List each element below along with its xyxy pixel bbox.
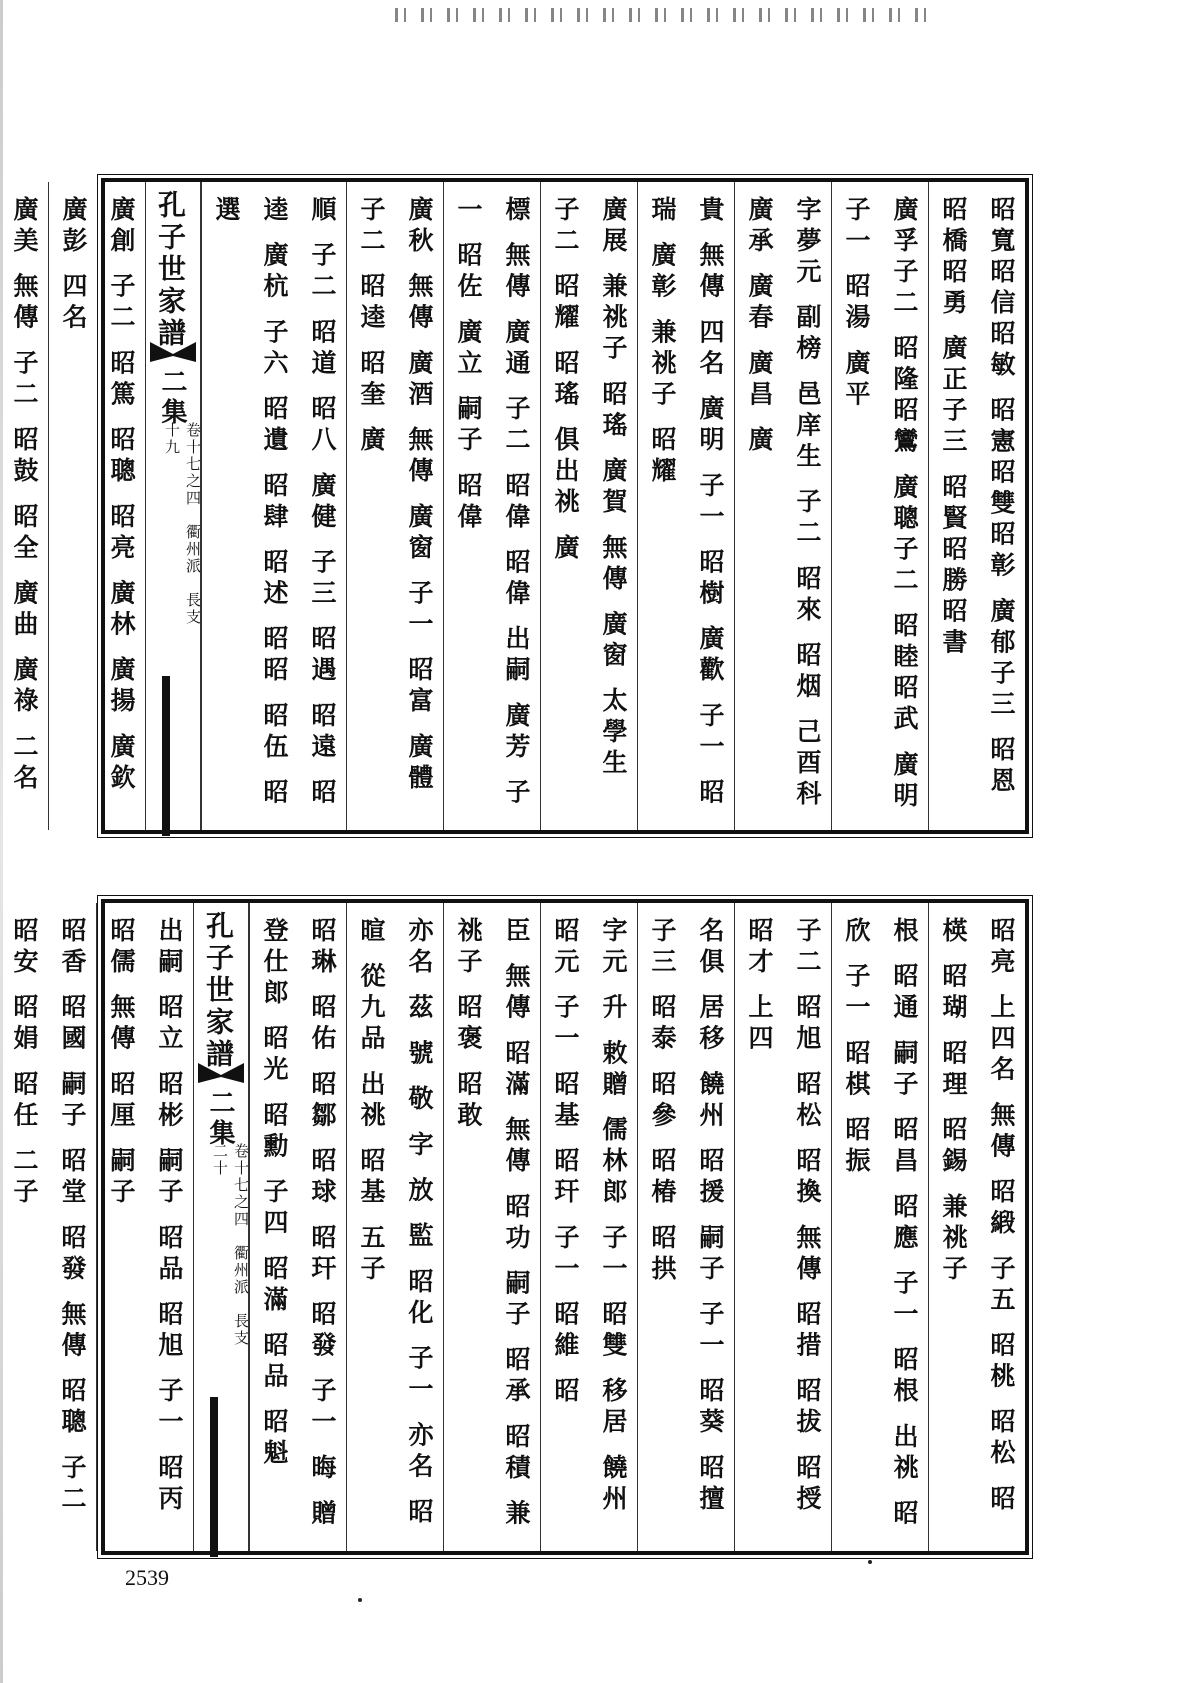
entry-column: 名俱 居移 饒州 昭援 嗣子 子一 昭葵 昭擅 子三 昭泰 昭參 昭椿 昭拱 <box>637 903 734 1551</box>
scan-artifact <box>395 8 935 22</box>
fish-tail-bar <box>210 1397 218 1557</box>
entry-column: 廣秋 無傳 廣酒 無傳 廣窗 子一 昭富 廣體 子二 昭逵 昭奎 廣 <box>346 182 443 830</box>
center-banner <box>193 903 249 1551</box>
entry-column: 子二 昭旭 昭松 昭換 無傳 昭措 昭拔 昭授 昭才 上四 <box>734 903 831 1551</box>
entry-column: 順 子二 昭道 昭八 廣健 子三 昭遇 昭遠 昭逵 廣杭 子六 昭遺 昭肆 昭述 昭昭 昭伍 昭選 <box>201 182 346 830</box>
entry-column: 標 無傳 廣通 子二 昭偉 昭偉 出嗣 廣芳 子一 昭佐 廣立 嗣子 昭偉 <box>443 182 540 830</box>
entry-column: 昭琳 昭佑 昭鄒 昭球 昭玕 昭發 子一 晦 贈 登仕郎 昭光 昭勳 子四 昭滿 昭品 昭魁 <box>249 903 346 1551</box>
entry-column: 廣創 子二 昭篤 昭聰 昭亮 廣林 廣揚 廣欽 廣彭 四名 <box>48 182 145 830</box>
entry-column: 字夢元 副榜 邑庠生 子二 昭來 昭烟 己酉科 廣承 廣春 廣昌 廣 <box>734 182 831 830</box>
banner-title: 孔子世家譜 <box>154 190 187 350</box>
volume-info: 卷十七之四 衢州派 長支 十九 <box>163 422 202 626</box>
fish-tail-bar <box>162 676 170 836</box>
entry-column: 昭香 昭國 嗣子 昭堂 昭發 無傳 昭聰 子二 昭安 昭娟 昭任 二子 <box>0 903 96 1551</box>
collection-label: 二集 <box>157 368 187 428</box>
entry-column: 亦名 茲 號 敬 字 放 監 昭化 子一 亦名 昭暄 從九品 出祧 昭基 五子 <box>346 903 443 1551</box>
entry-column: 昭寬昭信昭敏 昭憲昭雙昭彰 廣郁子三 昭恩昭橋昭勇 廣正子三 昭賢昭勝昭書 <box>928 182 1025 830</box>
entry-column: 昭亮 上四名 無傳 昭緞 子五 昭桃 昭松 昭楧 昭瑚 昭理 昭錫 兼祧子 <box>928 903 1025 1551</box>
collection-label: 二集 <box>205 1089 235 1149</box>
entry-column: 字元 升 敕贈 儒林郎 子一 昭雙 移居 饒州 昭元 子一 昭基 昭玕 子一 昭維 昭 <box>540 903 637 1551</box>
center-banner <box>145 182 201 830</box>
entry-column: 廣孚子二 昭隆昭鸞 廣聰子二 昭睦昭武 廣明子一 昭湯 廣平 <box>831 182 928 830</box>
banner-title: 孔子世家譜 <box>202 911 235 1071</box>
page-number: 2539 <box>125 1565 169 1590</box>
entry-column: 貴 無傳 四名 廣明 子一 昭樹 廣歡 子一 昭瑞 廣彰 兼祧子 昭耀 <box>637 182 734 830</box>
entry-column: 廣展 兼祧子 昭瑤 廣賀 無傳 廣窗 太學生 子二 昭耀 昭瑤 俱出祧 廣 <box>540 182 637 830</box>
genealogy-panel-top <box>10 178 1029 834</box>
entry-column: 臣 無傳 昭滿 無傳 昭功 嗣子 昭承 昭積 兼祧子 昭褒 昭敢 <box>443 903 540 1551</box>
entry-column: 根 昭通 嗣子 昭昌 昭應 子一 昭根 出祧 昭欣 子一 昭棋 昭振 <box>831 903 928 1551</box>
scan-speck <box>868 1560 872 1564</box>
volume-info: 卷十七之四 衢州派 長支 二十 <box>211 1143 250 1347</box>
scan-speck <box>358 1598 362 1602</box>
entry-column: 出嗣 昭立 昭彬 嗣子 昭品 昭旭 子一 昭丙 昭儒 無傳 昭厘 嗣子 <box>96 903 193 1551</box>
entry-column: 廣美 無傳 子二 昭鼓 昭全 廣曲 廣祿 二名 <box>0 182 48 830</box>
genealogy-panel-bottom <box>10 899 1029 1555</box>
